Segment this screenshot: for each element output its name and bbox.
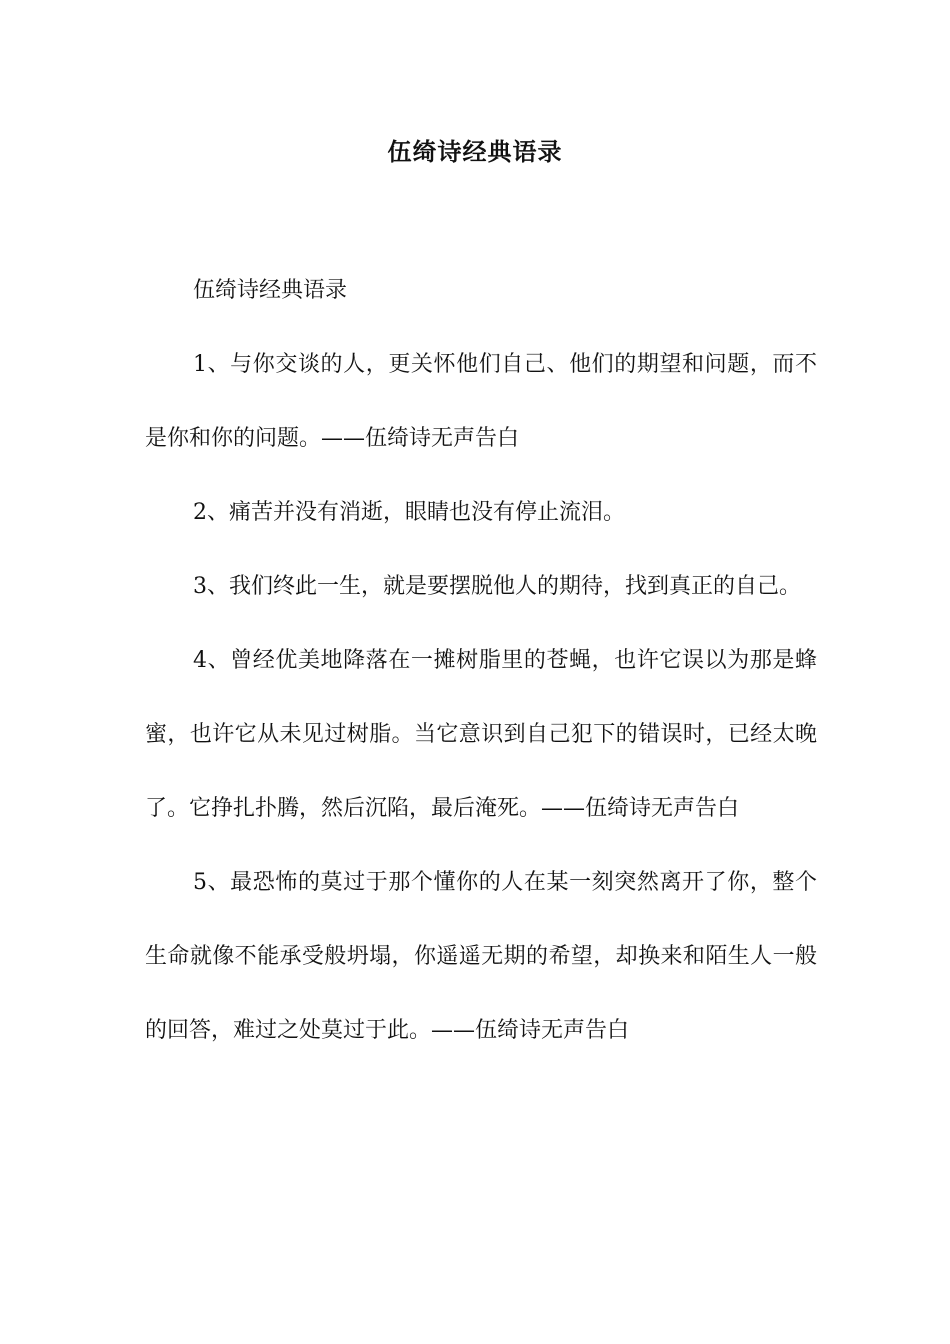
document-title: 伍绮诗经典语录 xyxy=(387,137,563,166)
quote-paragraph-5: 5、最恐怖的莫过于那个懂你的人在某一刻突然离开了你，整个生命就像不能承受般坍塌，你遥遥无期的希望，却换来和陌生人一般的回答，难过之处莫过于此。——伍绮诗无声告白 xyxy=(145,870,817,1043)
quote-paragraph-2: 2、痛苦并没有消逝，眼睛也没有停止流泪。 xyxy=(193,500,625,525)
quote-paragraph-3: 3、我们终此一生，就是要摆脱他人的期待，找到真正的自己。 xyxy=(193,574,801,599)
document-body xyxy=(145,254,817,1068)
quote-paragraph-1: 1、与你交谈的人，更关怀他们自己、他们的期望和问题，而不是你和你的问题。——伍绮诗无声告白 xyxy=(145,352,817,451)
quote-paragraph-4: 4、曾经优美地降落在一摊树脂里的苍蝇，也许它误以为那是蜂蜜，也许它从未见过树脂。当它意识到自己犯下的错误时，已经太晚了。它挣扎扑腾，然后沉陷，最后淹死。——伍绮诗无声告白 xyxy=(145,648,817,821)
paragraph-heading: 伍绮诗经典语录 xyxy=(193,278,348,303)
